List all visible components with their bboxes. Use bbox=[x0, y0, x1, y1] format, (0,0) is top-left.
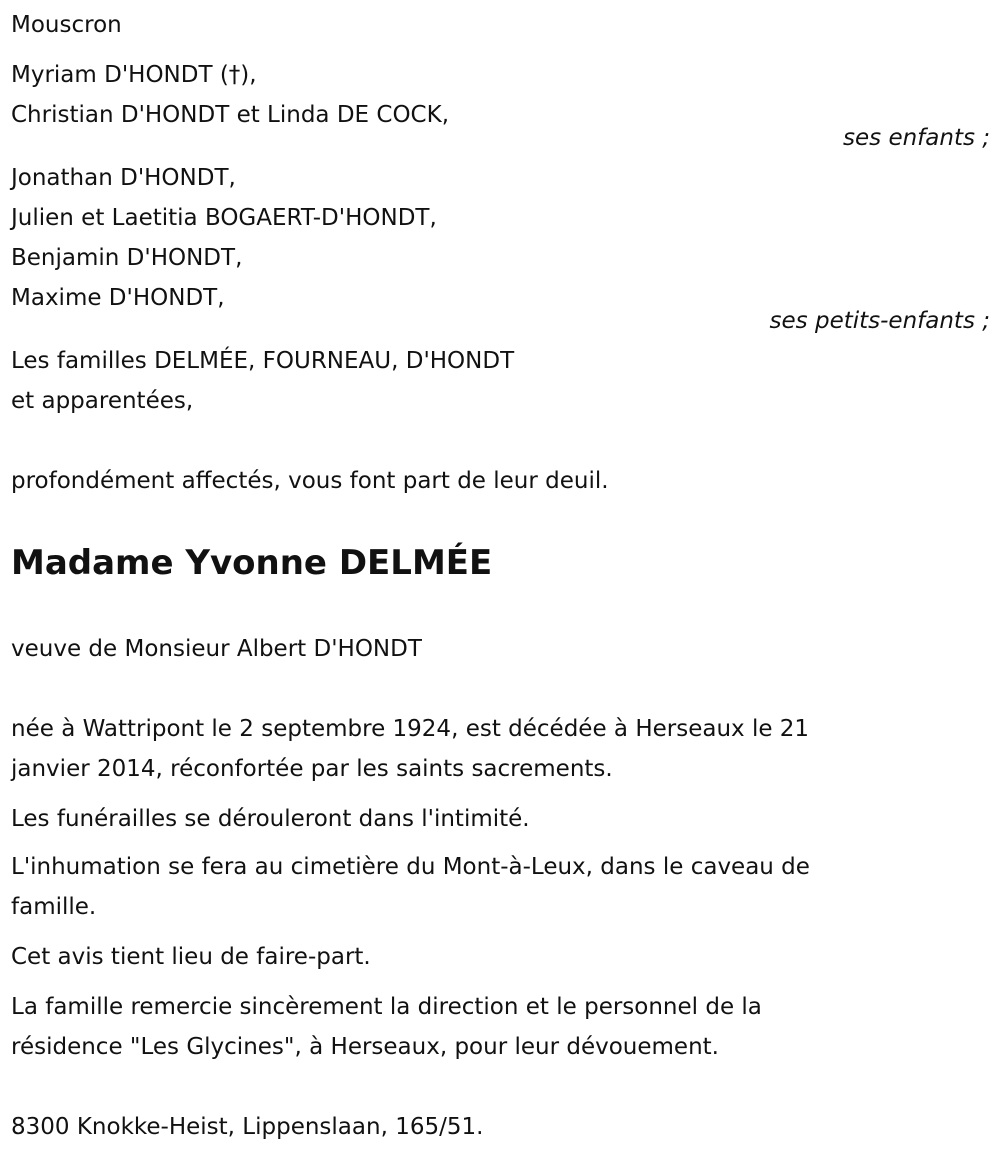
paragraph-line: La famille remercie sincèrement la direction et le personnel de la bbox=[11, 994, 762, 1020]
address: 8300 Knokke-Heist, Lippenslaan, 165/51. bbox=[11, 1114, 484, 1140]
grandchild-name: Benjamin D'HONDT, bbox=[11, 245, 243, 271]
deceased-name: Madame Yvonne DELMÉE bbox=[11, 543, 493, 583]
paragraph-line: janvier 2014, réconfortée par les saints sacrements. bbox=[11, 756, 613, 782]
paragraph-line: résidence "Les Glycines", à Herseaux, pour leur dévouement. bbox=[11, 1034, 719, 1060]
grandchild-name: Maxime D'HONDT, bbox=[11, 285, 225, 311]
child-name: Myriam D'HONDT (†), bbox=[11, 62, 257, 88]
paragraph-line: famille. bbox=[11, 894, 97, 920]
location: Mouscron bbox=[11, 12, 122, 38]
paragraph-line: L'inhumation se fera au cimetière du Mont-à-Leux, dans le caveau de bbox=[11, 854, 810, 880]
paragraph-line: née à Wattripont le 2 septembre 1924, est décédée à Herseaux le 21 bbox=[11, 716, 810, 742]
paragraph-line: Cet avis tient lieu de faire-part. bbox=[11, 944, 371, 970]
grandchildren-label: ses petits-enfants ; bbox=[769, 308, 990, 334]
paragraph-line: Les funérailles se dérouleront dans l'intimité. bbox=[11, 806, 530, 832]
grandchild-name: Julien et Laetitia BOGAERT-D'HONDT, bbox=[11, 205, 437, 231]
announcement: profondément affectés, vous font part de leur deuil. bbox=[11, 468, 609, 494]
widow-of: veuve de Monsieur Albert D'HONDT bbox=[11, 636, 422, 662]
grandchild-name: Jonathan D'HONDT, bbox=[11, 165, 236, 191]
families-line: et apparentées, bbox=[11, 388, 194, 414]
children-label: ses enfants ; bbox=[843, 125, 990, 151]
families-line: Les familles DELMÉE, FOURNEAU, D'HONDT bbox=[11, 348, 515, 374]
child-name: Christian D'HONDT et Linda DE COCK, bbox=[11, 102, 449, 128]
